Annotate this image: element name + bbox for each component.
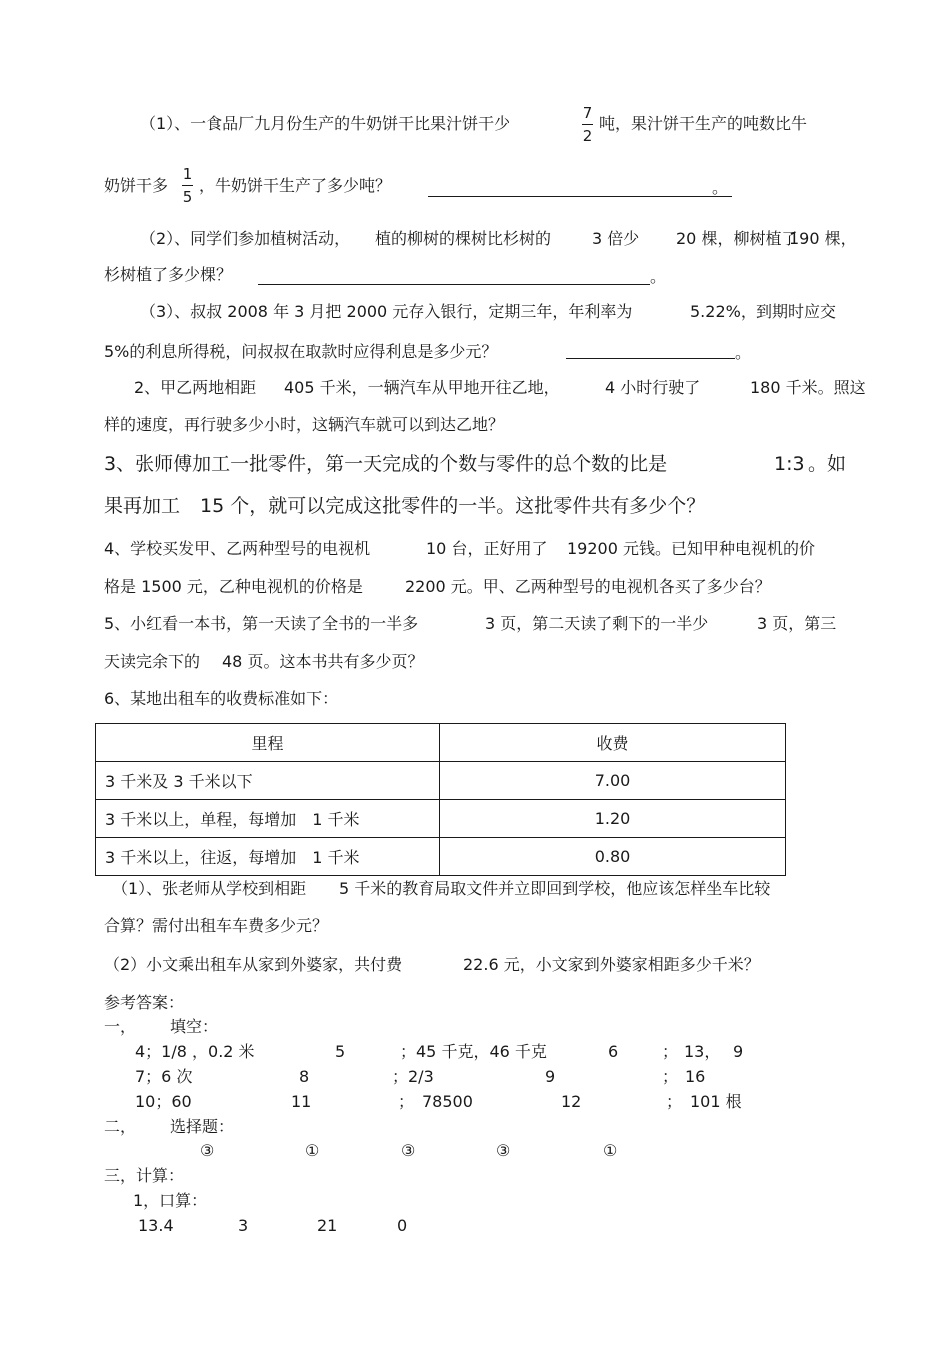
p5-text-b: 3 页，第二天读了剩下的一半少 [485, 614, 709, 633]
answer-item: 6 [608, 1042, 619, 1061]
fraction-denominator: 2 [582, 127, 593, 145]
answer-item: ； [662, 1067, 679, 1086]
answers-section-2-label: 选择题： [170, 1117, 235, 1136]
fraction-numerator: 7 [582, 104, 593, 122]
table-header-row [96, 724, 786, 762]
p4-text-b: 10 台，正好用了 [426, 539, 548, 558]
table-header-cell: 收费 [440, 724, 786, 762]
q3-text-part3: 到期时应交 [756, 302, 837, 321]
table-row [96, 838, 786, 876]
q1-line2-tail: ，牛奶饼干生产了多少吨？ [199, 176, 392, 195]
answers-section-3: 三，计算： [104, 1166, 185, 1185]
table-cell: 3 千米以上，单程，每增加 1 千米 [96, 800, 440, 838]
p6-intro: 6、某地出租车的收费标准如下： [104, 689, 339, 708]
q2-text-part3: 3 倍少 [592, 229, 640, 248]
choice-answer: ③ [200, 1141, 215, 1160]
p4-line2-b: 2200 元。甲、乙两种型号的电视机各买了多少台？ [405, 577, 771, 596]
calc-answer: 21 [317, 1216, 338, 1235]
table-row [96, 800, 786, 838]
q3-line2: 5%的利息所得税，问叔叔在取款时应得利息是多少元？ [104, 342, 498, 361]
answers-section-2-number: 二， [104, 1117, 137, 1136]
choice-answer: ③ [401, 1141, 416, 1160]
p6-sub1-b: 5 千米的教育局取文件并立即回到学校，他应该怎样坐车比较 [339, 879, 771, 898]
table-cell: 1.20 [440, 800, 786, 838]
q2-period: 。 [650, 267, 667, 286]
table-cell: 0.80 [440, 838, 786, 876]
answer-item: ； [666, 1092, 683, 1111]
fare-table [95, 723, 786, 876]
answer-blank-q1[interactable] [428, 196, 732, 197]
answer-item: ；2/3 [392, 1067, 434, 1086]
answers-section-1-number: 一， [104, 1017, 137, 1036]
q1-line1-tail: 吨，果汁饼干生产的吨数比牛 [599, 114, 808, 133]
p3-text-c: 。如 [808, 453, 847, 475]
answer-blank-q2[interactable] [258, 284, 650, 285]
answer-item: 10；60 [135, 1092, 192, 1111]
p6-sub2-a: （2）小文乘出租车从家到外婆家，共付费 [104, 955, 403, 974]
answer-item: ；45 千克，46 千克 [400, 1042, 547, 1061]
q2-text-part2: 植的柳树的棵树比杉树的 [375, 229, 552, 248]
p6-sub2-b: 22.6 元，小文家到外婆家相距多少千米？ [463, 955, 760, 974]
choice-answer: ③ [496, 1141, 511, 1160]
answer-item: 101 根 [690, 1092, 742, 1111]
p4-line2-a: 格是 1500 元，乙种电视机的价格是 [104, 577, 363, 596]
p3-line2-a: 果再加工 [104, 495, 181, 517]
p4-text-a: 4、学校买发甲、乙两种型号的电视机 [104, 539, 371, 558]
answers-title: 参考答案： [104, 993, 185, 1012]
q2-text-part4: 20 棵，柳树植了 [676, 229, 798, 248]
table-cell: 3 千米以上，往返，每增加 1 千米 [96, 838, 440, 876]
p3-line2-b: 15 个，就可以完成这批零件的一半。这批零件共有多少个？ [200, 495, 706, 517]
answer-item: 4；1/8 ，0.2 米 [135, 1042, 255, 1061]
answer-blank-q3[interactable] [566, 358, 735, 359]
answer-item: 8 [299, 1067, 310, 1086]
p2-text-a: 2、甲乙两地相距 [134, 378, 257, 397]
q1-line1-text: （1）、一食品厂九月份生产的牛奶饼干比果汁饼干少 [140, 114, 511, 133]
q3-text-part1: （3）、叔叔 2008 年 3 月把 2000 元存入银行，定期三年，年利率为 [140, 302, 633, 321]
choice-answer: ① [603, 1141, 618, 1160]
table-header-cell: 里程 [96, 724, 440, 762]
p6-sub1-line2: 合算？需付出租车车费多少元？ [104, 916, 329, 935]
p4-text-c: 19200 元钱。已知甲种电视机的价 [567, 539, 815, 558]
table-cell: 3 千米及 3 千米以下 [96, 762, 440, 800]
table-row [96, 762, 786, 800]
q3-period: 。 [735, 343, 752, 362]
p5-line2-a: 天读完余下的 [104, 652, 201, 671]
p2-text-d: 180 千米。照这 [750, 378, 866, 397]
p3-text-a: 3、张师傅加工一批零件，第一天完成的个数与零件的总个数的比是 [104, 453, 668, 475]
answer-item: 5 [335, 1042, 346, 1061]
calc-answer: 13.4 [138, 1216, 174, 1235]
table-cell: 7.00 [440, 762, 786, 800]
fraction-bar [182, 185, 193, 186]
answer-item: 7；6 次 [135, 1067, 193, 1086]
q1-line2-text: 奶饼干多 [104, 176, 169, 195]
p6-sub1-a: （1）、张老师从学校到相距 [112, 879, 307, 898]
p2-line2: 样的速度，再行驶多少小时，这辆汽车就可以到达乙地？ [104, 415, 505, 434]
q2-line2: 杉树植了多少棵？ [104, 265, 233, 284]
answer-item: 12 [561, 1092, 582, 1111]
calc-answer: 3 [238, 1216, 249, 1235]
p5-text-a: 5、小红看一本书，第一天读了全书的一半多 [104, 614, 419, 633]
answer-item: ； [398, 1092, 415, 1111]
fraction-1-5 [182, 165, 193, 206]
fraction-numerator: 1 [182, 165, 193, 183]
p2-text-c: 4 小时行驶了 [605, 378, 701, 397]
q2-text-part5: 190 棵， [789, 229, 857, 248]
q2-text-part1: （2）、同学们参加植树活动， [140, 229, 351, 248]
answer-item: 9 [545, 1067, 556, 1086]
p3-ratio: 1:3 [774, 453, 805, 475]
answer-item: 16 [685, 1067, 706, 1086]
answer-item: 11 [291, 1092, 312, 1111]
p5-text-c: 3 页，第三 [757, 614, 837, 633]
p5-line2-b: 48 页。这本书共有多少页？ [222, 652, 424, 671]
answers-section-1-label: 填空： [170, 1017, 219, 1036]
choice-answer: ① [305, 1141, 320, 1160]
fraction-denominator: 5 [182, 188, 193, 206]
q1-period: 。 [712, 178, 729, 197]
answers-subsection-1: 1，口算： [133, 1191, 208, 1210]
answer-item: 9 [733, 1042, 744, 1061]
p2-text-b: 405 千米，一辆汽车从甲地开往乙地， [284, 378, 560, 397]
calc-answer: 0 [397, 1216, 408, 1235]
fraction-7-2 [582, 104, 593, 145]
fraction-bar [582, 124, 593, 125]
answer-item: 78500 [422, 1092, 473, 1111]
answer-item: ； [662, 1042, 679, 1061]
answer-item: 13， [684, 1042, 721, 1061]
q3-rate: 5.22%， [690, 302, 757, 321]
